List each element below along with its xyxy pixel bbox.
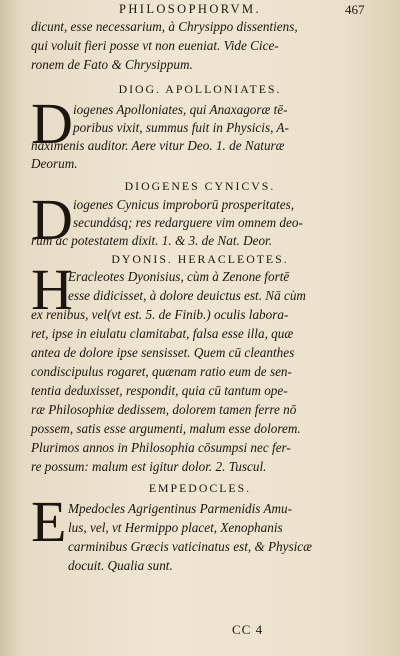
section-line: antea de dolore ipse sensisset. Quem cū cleanthes <box>31 345 295 360</box>
section-line: ræ Philosophiæ dedissem, dolorem tamen ferre nō <box>31 402 297 417</box>
section-line: poribus vixit, summus fuit in Physicis, A- <box>73 120 289 135</box>
section-line: condiscipulus rogaret, quænam ratio eum de sen- <box>31 364 292 379</box>
section-line: possem, satis esse argumenti, malum esse dolorem. <box>31 421 301 436</box>
section-line: Plurimos annos in Philosophia cōsumpsi nec fer- <box>31 440 291 455</box>
drop-cap-initial: H <box>31 257 73 322</box>
section-line: iogenes Cynicus improborū prosperitates, <box>73 197 294 212</box>
section-heading: DIOG. APOLLONIATES. <box>118 82 282 96</box>
drop-cap-initial: E <box>31 489 67 554</box>
section-line: Mpedocles Agrigentinus Parmenidis Amu- <box>68 501 293 516</box>
section-line: rum ac potestatem dixit. 1. & 3. de Nat. Deor. <box>31 233 273 248</box>
section-line: iogenes Apolloniates, qui Anaxagoræ tē- <box>73 102 288 117</box>
drop-cap-initial: D <box>31 91 73 156</box>
section-heading: DYONIS. HERACLEOTES. <box>111 252 289 266</box>
intro-line: ronem de Fato & Chrysippum. <box>31 57 193 72</box>
section-line: docuit. Qualia sunt. <box>68 558 173 573</box>
intro-line: dicunt, esse necessarium, à Chrysippo dissentiens, <box>31 19 298 34</box>
running-head: PHILOSOPHORVM. <box>119 2 261 16</box>
page-number: 467 <box>345 2 365 17</box>
section-line: carminibus Græcis vaticinatus est, & Physicæ <box>68 539 312 554</box>
section-line: esse didicisset, à dolore deuictus est. Nā cùm <box>68 288 306 303</box>
section-heading: DIOGENES CYNICVS. <box>124 179 276 193</box>
section-line: ex renibus, vel(vt est. 5. de Finib.) oculis labora- <box>31 307 289 322</box>
section-line: lus, vel, vt Hermippo placet, Xenophanis <box>68 520 283 535</box>
section-line: re possum: malum est igitur dolor. 2. Tuscul. <box>31 459 267 474</box>
intro-line: qui voluit fieri posse vt non eueniat. Vide Cice- <box>31 38 279 53</box>
section-line: Eracleotes Dyonisius, cùm à Zenone fortē <box>68 269 290 284</box>
section-line: ret, ipse in eiulatu clamitabat, falsa esse illa, quæ <box>31 326 294 341</box>
section-heading: EMPEDOCLES. <box>148 481 252 495</box>
section-line: Deorum. <box>31 156 78 171</box>
section-line: tentia deduxisset, respondit, quia cū tantum ope- <box>31 383 288 398</box>
section-line: naximenis auditor. Aere vitur Deo. 1. de Naturæ <box>31 138 285 153</box>
section-line: secundásq; res redarguere vim omnem deo- <box>73 215 303 230</box>
signature-mark: CC 4 <box>232 622 264 637</box>
drop-cap-initial: D <box>31 187 73 252</box>
